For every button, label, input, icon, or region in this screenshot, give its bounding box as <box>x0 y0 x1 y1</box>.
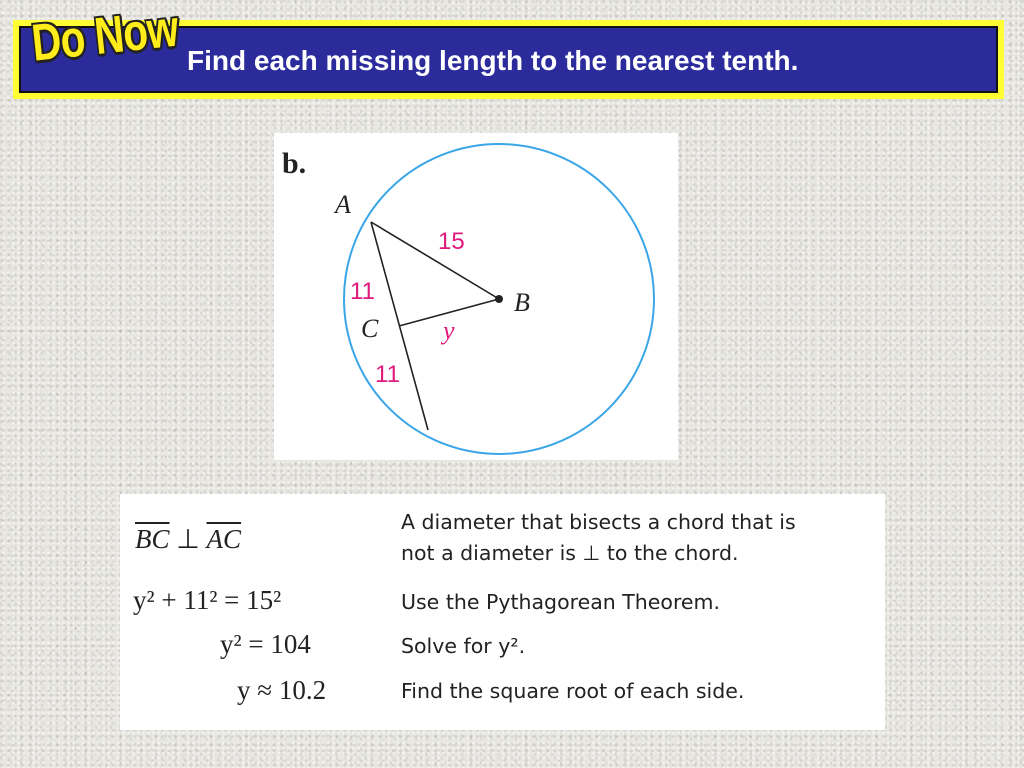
solution-panel <box>120 494 885 730</box>
note-3: Solve for y². <box>401 634 526 658</box>
note-1-line-1: A diameter that bisects a chord that is <box>401 510 796 534</box>
note-1 <box>401 507 796 569</box>
perpendicular-statement <box>135 524 241 555</box>
segment-ac: $\overline{AC}$ <box>206 524 242 554</box>
equation-result: y ≈ 10.2 <box>237 675 327 705</box>
do-now-logo: Do Now <box>29 0 181 73</box>
point-a-label: A <box>335 190 351 219</box>
note-1-line-2: not a diameter is ⊥ to the chord. <box>401 541 739 565</box>
do-now-banner <box>13 0 1004 99</box>
equation-solve: y² = 104 <box>220 629 311 659</box>
perp-symbol: ⊥ <box>176 524 200 554</box>
point-b-label: B <box>514 288 530 317</box>
banner-title: Find each missing length to the nearest tenth. <box>187 45 799 76</box>
note-2: Use the Pythagorean Theorem. <box>401 590 721 614</box>
length-cd-label: 11 <box>375 361 400 388</box>
radius-ab-line <box>371 222 499 299</box>
length-bc-label: y <box>443 316 455 345</box>
center-point <box>495 295 503 303</box>
length-ab-label: 15 <box>438 228 465 255</box>
segment-bc: $\overline{BC}$ <box>135 524 170 554</box>
equation-pythagorean: y² + 11² = 15² <box>133 585 282 615</box>
circle-diagram <box>274 133 678 460</box>
banner-inner <box>19 0 998 93</box>
part-label: b. <box>282 147 307 180</box>
diagram-panel <box>274 133 678 460</box>
note-4: Find the square root of each side. <box>401 679 745 703</box>
length-ac-label: 11 <box>350 278 375 305</box>
point-c-label: C <box>361 314 379 343</box>
